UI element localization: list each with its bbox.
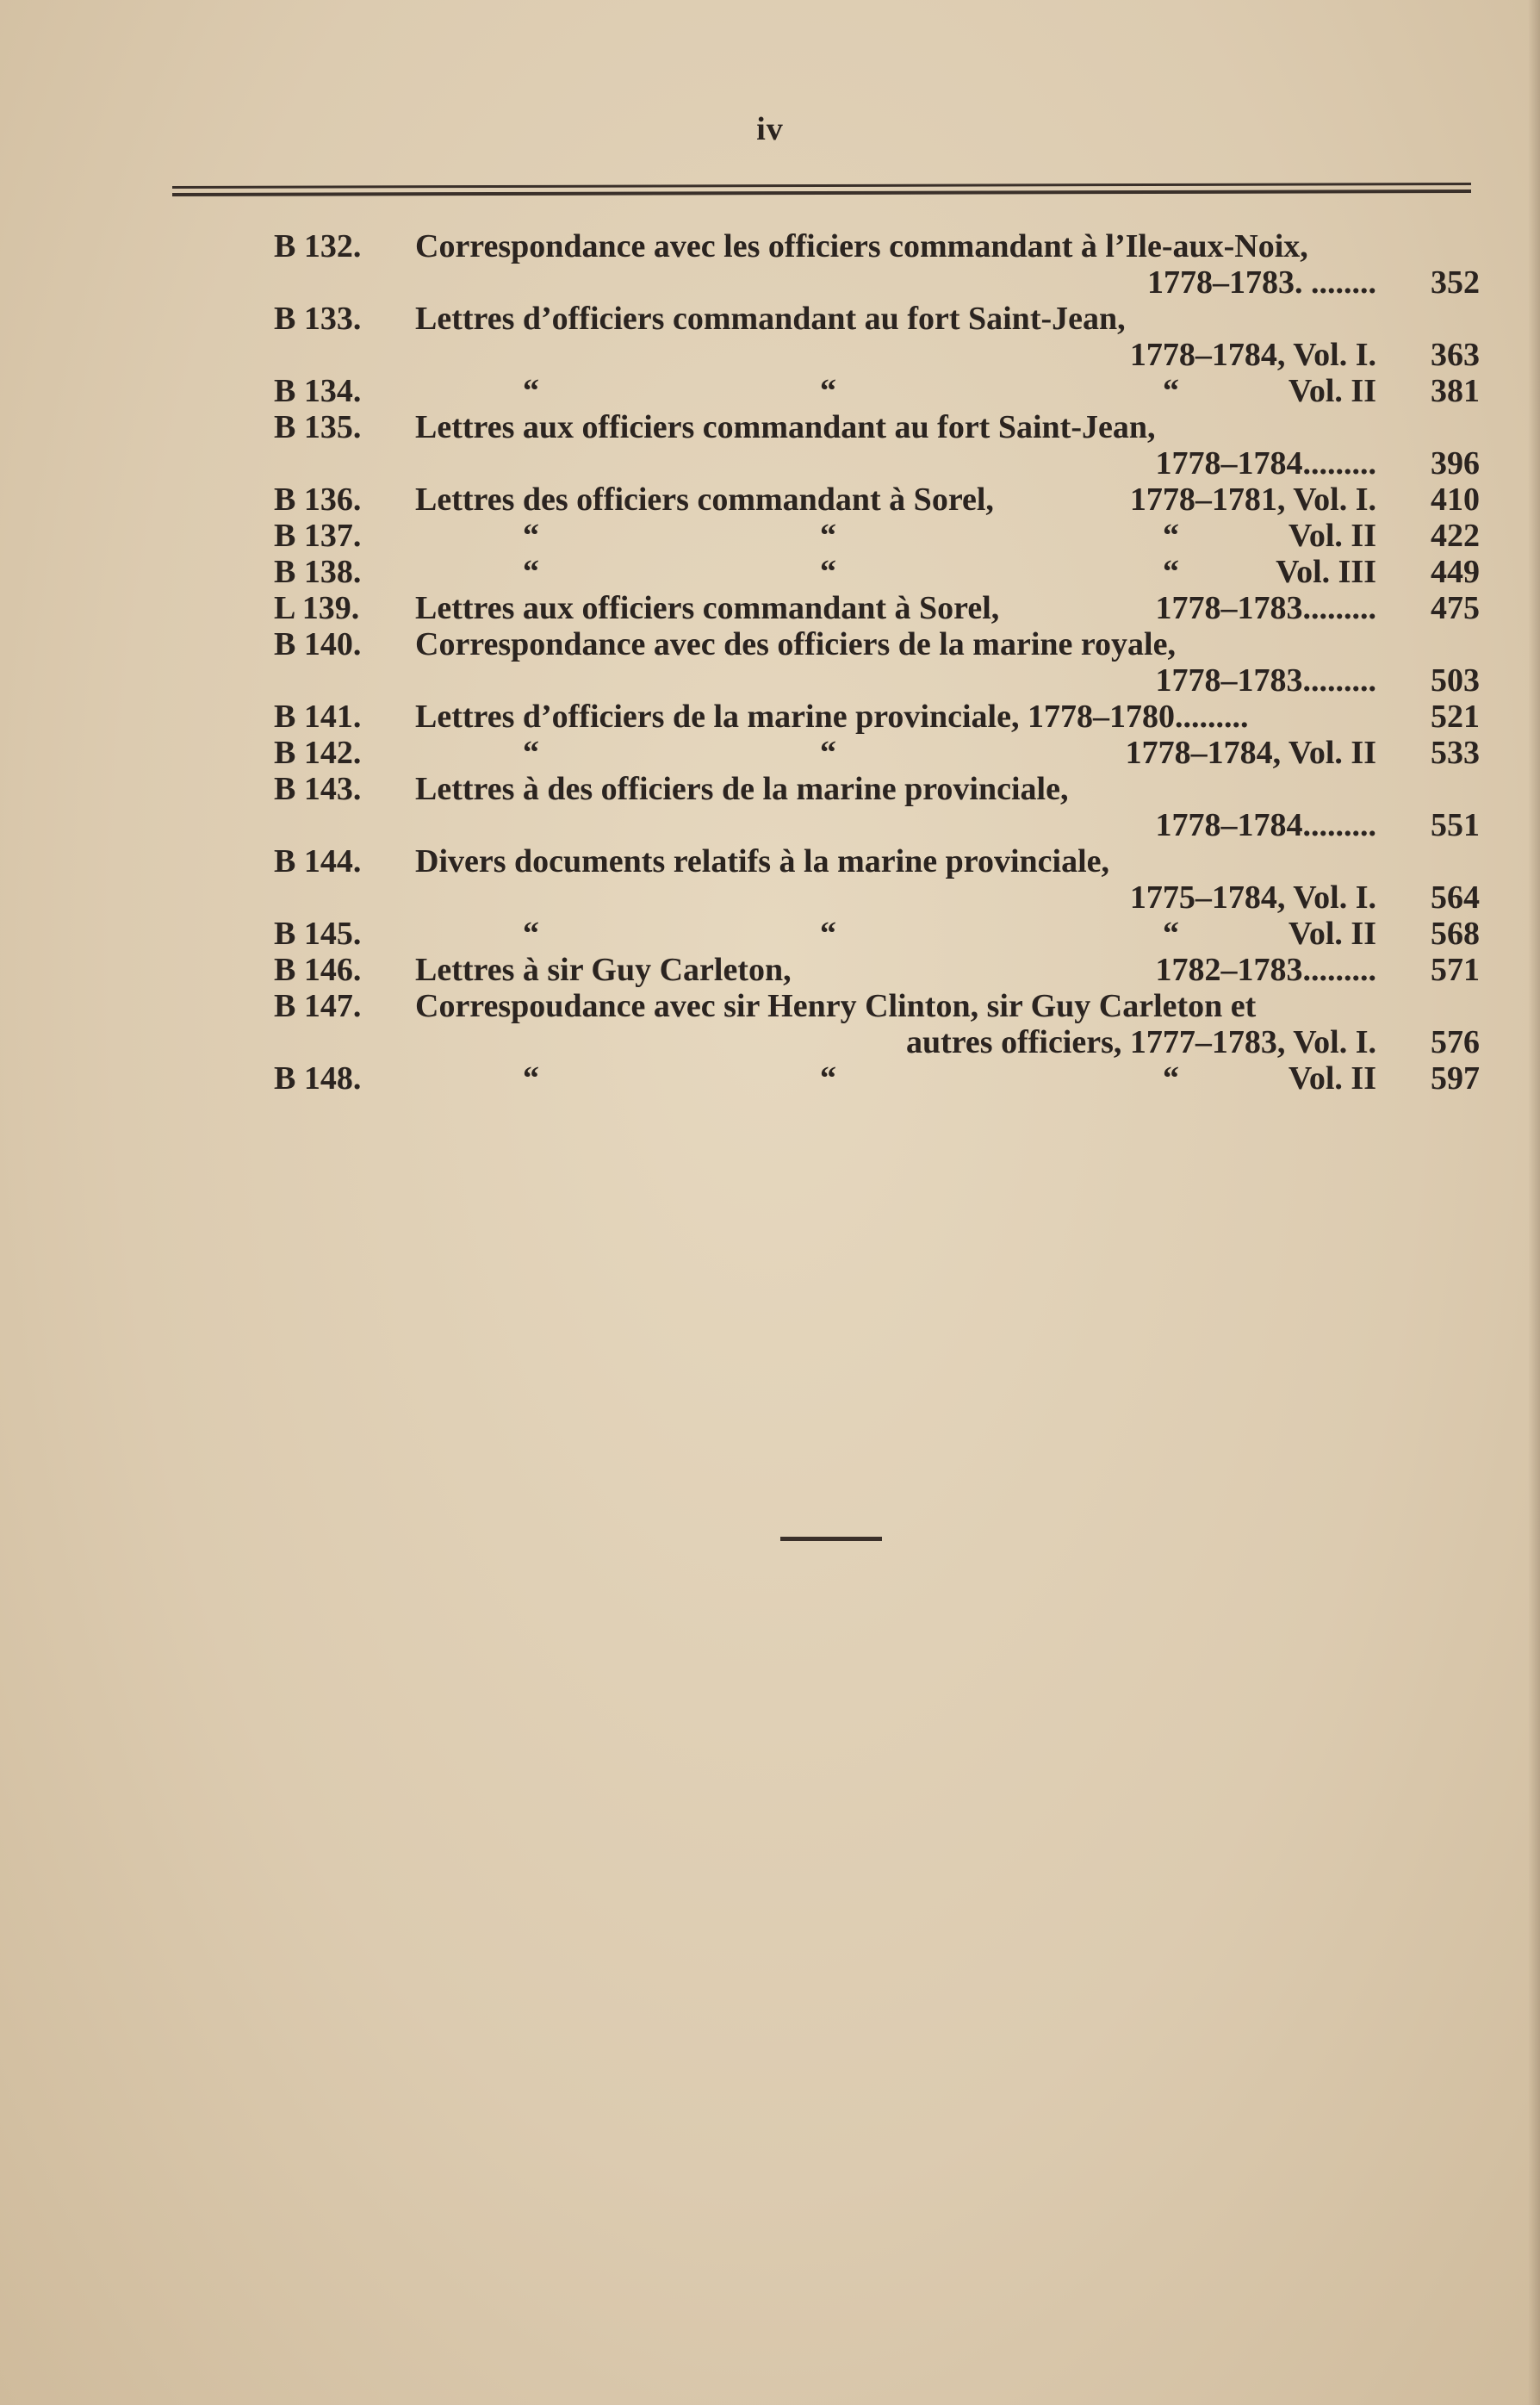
entry-dates: 1778–1784, Vol. I. — [1129, 337, 1376, 373]
entry-dates: 1778–1781, Vol. I. — [1129, 482, 1376, 518]
entry-page: 381 — [1431, 373, 1480, 409]
entry-code: B 142. — [274, 735, 362, 771]
entry-volume: Vol. II — [1288, 373, 1376, 409]
entry-code: B 132. — [274, 228, 362, 264]
entry-page: 571 — [1431, 952, 1480, 988]
entry-title: Divers documents relatifs à la marine provinciale, — [415, 843, 1109, 879]
ditto-mark: “ — [820, 518, 836, 554]
entry-page: 576 — [1431, 1024, 1480, 1060]
entry-title: Lettres à des officiers de la marine provinciale, — [415, 771, 1069, 807]
ditto-mark: “ — [820, 916, 836, 952]
ditto-mark: “ — [820, 1060, 836, 1097]
entry-dates: 1778–1784......... — [1155, 807, 1376, 843]
entry-page: 597 — [1431, 1060, 1480, 1097]
entry-volume: Vol. II — [1288, 518, 1376, 554]
entry-code: L 139. — [274, 590, 360, 626]
entry-code: B 135. — [274, 409, 362, 445]
list-item-continuation — [0, 1023, 1540, 1060]
entry-code: B 136. — [274, 482, 362, 518]
list-item — [0, 734, 1540, 770]
entry-volume: Vol. III — [1276, 554, 1376, 590]
ditto-mark: “ — [820, 373, 836, 409]
entry-code: B 141. — [274, 699, 362, 735]
entry-page: 533 — [1431, 735, 1480, 771]
entry-page: 503 — [1431, 662, 1480, 699]
entry-title: Lettres des officiers commandant à Sorel, — [415, 482, 994, 518]
entry-dates: 1782–1783......... — [1155, 952, 1376, 988]
entry-code: B 143. — [274, 771, 362, 807]
list-item — [0, 589, 1540, 625]
list-item — [0, 915, 1540, 951]
ditto-mark: “ — [820, 554, 836, 590]
entry-title: Lettres aux officiers commandant au fort Saint-Jean, — [415, 409, 1156, 445]
entry-title: Lettres à sir Guy Carleton, — [415, 952, 792, 988]
entry-dates: 1775–1784, Vol. I. — [1129, 879, 1376, 916]
list-item — [0, 517, 1540, 553]
entry-page: 568 — [1431, 916, 1480, 952]
ditto-mark: “ — [523, 916, 539, 952]
entry-code: B 138. — [274, 554, 362, 590]
ditto-mark: “ — [1163, 554, 1179, 590]
list-item-continuation — [0, 444, 1540, 481]
entry-title: Correspondance avec les officiers commandant à l’Ile-aux-Noix, — [415, 228, 1308, 264]
entry-dates: 1778–1783......... — [1155, 662, 1376, 699]
entry-title: Lettres d’officiers de la marine provinciale, 1778–1780......... — [415, 699, 1249, 735]
entry-page: 521 — [1431, 699, 1480, 735]
entry-page: 449 — [1431, 554, 1480, 590]
entry-title: Correspondance avec des officiers de la marine royale, — [415, 626, 1176, 662]
ditto-mark: “ — [1163, 373, 1179, 409]
ditto-mark: “ — [1163, 1060, 1179, 1097]
list-item-continuation — [0, 336, 1540, 372]
entry-code: B 148. — [274, 1060, 362, 1097]
list-item-continuation — [0, 264, 1540, 300]
section-end-rule — [780, 1537, 882, 1541]
entry-page: 564 — [1431, 879, 1480, 916]
ditto-mark: “ — [820, 735, 836, 771]
list-item — [0, 372, 1540, 408]
entry-page: 352 — [1431, 264, 1480, 301]
entry-page: 396 — [1431, 445, 1480, 482]
ditto-mark: “ — [523, 1060, 539, 1097]
ditto-mark: “ — [1163, 916, 1179, 952]
entry-volume: Vol. II — [1288, 916, 1376, 952]
entry-code: B 147. — [274, 988, 362, 1024]
entry-code: B 146. — [274, 952, 362, 988]
entry-dates: 1778–1783. ........ — [1147, 264, 1376, 301]
list-item — [0, 553, 1540, 589]
list-item — [0, 698, 1540, 734]
entry-page: 363 — [1431, 337, 1480, 373]
ditto-mark: “ — [523, 554, 539, 590]
entry-dates: autres officiers, 1777–1783, Vol. I. — [905, 1024, 1376, 1060]
entry-code: B 137. — [274, 518, 362, 554]
entry-dates: 1778–1783......... — [1155, 590, 1376, 626]
entry-code: B 133. — [274, 301, 362, 337]
entry-page: 422 — [1431, 518, 1480, 554]
page-number: iv — [756, 111, 784, 147]
entry-page: 475 — [1431, 590, 1480, 626]
list-item — [0, 300, 1540, 336]
entry-code: B 145. — [274, 916, 362, 952]
entry-page: 410 — [1431, 482, 1480, 518]
list-item-continuation — [0, 806, 1540, 842]
ditto-mark: “ — [1163, 518, 1179, 554]
page-edge-shadow — [1528, 0, 1540, 2405]
list-item — [0, 1060, 1540, 1096]
list-item — [0, 625, 1540, 662]
entry-title: Lettres d’officiers commandant au fort Saint-Jean, — [415, 301, 1126, 337]
list-item — [0, 842, 1540, 879]
list-item — [0, 227, 1540, 264]
ditto-mark: “ — [523, 373, 539, 409]
list-item — [0, 987, 1540, 1023]
list-item-continuation — [0, 662, 1540, 698]
list-item — [0, 770, 1540, 806]
entry-dates: 1778–1784, Vol. II — [1125, 735, 1376, 771]
list-item — [0, 951, 1540, 987]
entry-code: B 144. — [274, 843, 362, 879]
entry-page: 551 — [1431, 807, 1480, 843]
ditto-mark: “ — [523, 735, 539, 771]
entry-dates: 1778–1784......... — [1155, 445, 1376, 482]
entry-title: Lettres aux officiers commandant à Sorel, — [415, 590, 1000, 626]
header-double-rule — [172, 183, 1471, 196]
ditto-mark: “ — [523, 518, 539, 554]
entry-volume: Vol. II — [1288, 1060, 1376, 1097]
entry-code: B 134. — [274, 373, 362, 409]
entry-code: B 140. — [274, 626, 362, 662]
entry-title: Correspoudance avec sir Henry Clinton, sir Guy Carleton et — [415, 988, 1257, 1024]
list-item — [0, 481, 1540, 517]
list-item-continuation — [0, 879, 1540, 915]
list-item — [0, 408, 1540, 444]
